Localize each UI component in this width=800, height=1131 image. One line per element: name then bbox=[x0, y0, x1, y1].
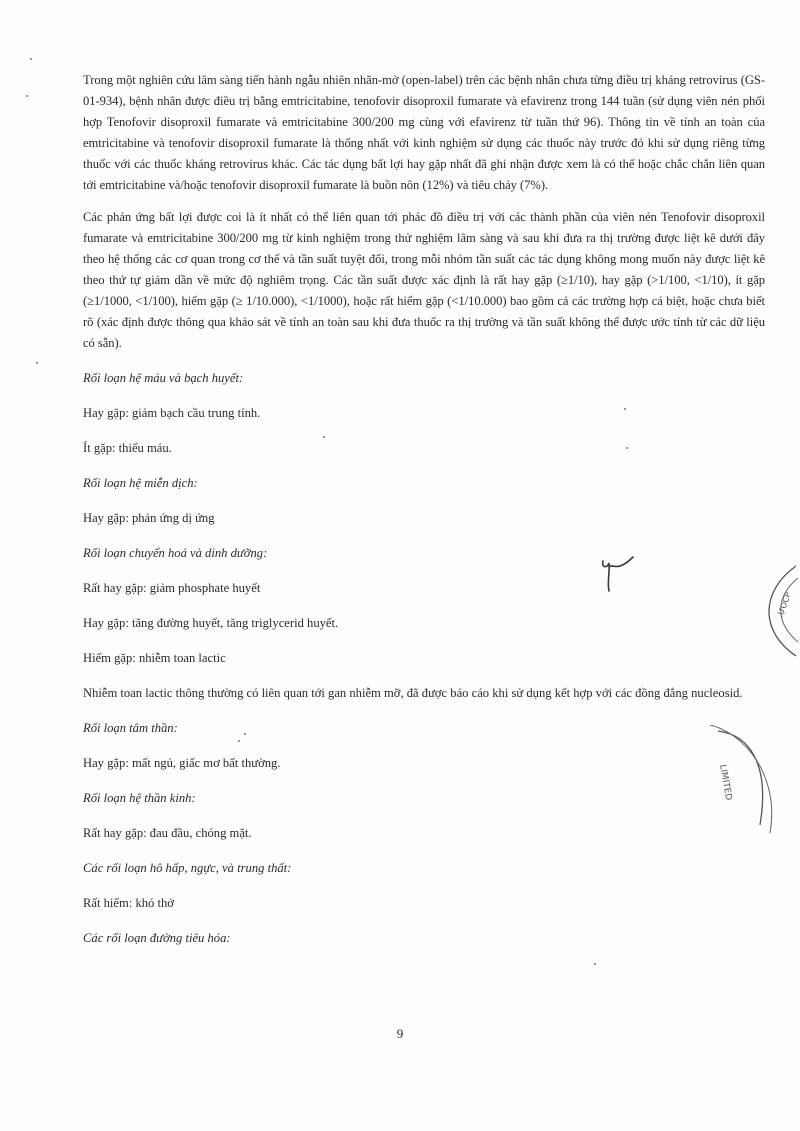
scan-speck bbox=[594, 963, 596, 965]
stamp-seal-fragment bbox=[700, 725, 800, 835]
list-item: Rất hay gặp: đau đầu, chóng mặt. bbox=[83, 826, 252, 840]
section-heading: Các rối loạn hô hấp, ngực, và trung thất: bbox=[83, 861, 292, 875]
section-blood-lymphatic bbox=[83, 368, 765, 459]
section-heading: Rối loạn chuyển hoá và dinh dưỡng: bbox=[83, 546, 268, 560]
section-immune-system bbox=[83, 473, 765, 529]
section-heading: Các rối loạn đường tiêu hóa: bbox=[83, 931, 231, 945]
stamp-seal-fragment bbox=[752, 560, 800, 660]
list-item: Rất hiếm: khó thở bbox=[83, 896, 174, 910]
scan-speck bbox=[36, 362, 38, 364]
section-heading: Rối loạn hệ máu và bạch huyết: bbox=[83, 371, 244, 385]
section-heading: Rối loạn hệ thần kinh: bbox=[83, 791, 196, 805]
scan-speck bbox=[26, 95, 28, 97]
page-number: 9 bbox=[396, 1026, 404, 1041]
svg-text:.ỰOCP: .ỰOCP bbox=[775, 591, 793, 619]
list-item: Ít gặp: thiếu máu. bbox=[83, 441, 172, 455]
handwritten-initials bbox=[597, 553, 637, 598]
section-metabolism-nutrition bbox=[83, 543, 765, 704]
section-nervous-system bbox=[83, 788, 765, 844]
scan-speck bbox=[30, 58, 32, 60]
list-item: Rất hay gặp: giảm phosphate huyết bbox=[83, 581, 261, 595]
list-item: Hiếm gặp: nhiễm toan lactic bbox=[83, 651, 226, 665]
svg-text:LIMITED: LIMITED bbox=[717, 763, 734, 802]
list-item: Hay gặp: giảm bạch cầu trung tính. bbox=[83, 406, 261, 420]
paragraph-frequency-definitions: Các phản ứng bất lợi được coi là ít nhất có thể liên quan tới phác đồ điều trị với các thành phần của viên nén Tenofovir disoproxil fumarate và emtricitabine 300/200 mg từ kinh nghiệm trong thử nghiệm lâm sàng và sau khi đưa ra thị trường được liệt kê dưới đây theo hệ thống các cơ quan trong cơ thể và tần suất tuyệt đối, trong mỗi nhóm tần suất các tác dụng không mong muốn này được liệt kê theo thứ tự giảm dần về mức độ nghiêm trọng. Các tần suất được xác định là rất hay gặp (≥1/10), hay gặp (>1/100, <1/10), ít gặp (≥1/1000, <1/100), hiếm gặp (≥ 1/10.000), <1/1000), hoặc rất hiếm gặp (<1/10.000) bao gồm cả các trường hợp cá biệt, hoặc chưa biết rõ (xác định được thông qua khảo sát về tính an toàn sau khi đưa thuốc ra thị trường và tần suất không thể được ước tính từ các dữ liệu có sẵn). bbox=[83, 210, 765, 350]
section-psychiatric bbox=[83, 718, 765, 774]
section-respiratory bbox=[83, 858, 765, 914]
section-heading: Rối loạn tâm thần: bbox=[83, 721, 178, 735]
list-item-note: Nhiễm toan lactic thông thường có liên quan tới gan nhiễm mỡ, đã được báo cáo khi sử dụng kết hợp với các đồng đẳng nucleosid. bbox=[83, 686, 743, 700]
document-body bbox=[83, 70, 765, 963]
paragraph-study-intro: Trong một nghiên cứu lâm sàng tiến hành ngẫu nhiên nhãn-mở (open-label) trên các bệnh nhân chưa từng điều trị kháng retrovirus (GS-01-934), bệnh nhân được điều trị bằng emtricitabine, tenofovir disoproxil fumarate và efavirenz trong 144 tuần (sử dụng viên nén phối hợp Tenofovir disoproxil fumarate và emtricitabine 300/200 mg cùng với efavirenz từ tuần thứ 96). Thông tin về tính an toàn của emtricitabine và tenofovir disoproxil fumarate là thống nhất với kinh nghiệm sử dụng các thuốc này trước đó khi sử dụng riêng từng thuốc với các thuốc kháng retrovirus khác. Các tác dụng bất lợi hay gặp nhất đã ghi nhận được xem là có thể hoặc chắc chắn liên quan tới emtricitabine và/hoặc tenofovir disoproxil fumarate là buồn nôn (12%) và tiêu chảy (7%). bbox=[83, 73, 765, 192]
section-heading: Rối loạn hệ miễn dịch: bbox=[83, 476, 198, 490]
list-item: Hay gặp: phản ứng dị ứng bbox=[83, 511, 215, 525]
scan-speck bbox=[624, 408, 626, 410]
scan-speck bbox=[323, 436, 325, 438]
scan-speck bbox=[244, 733, 246, 735]
list-item: Hay gặp: tăng đường huyết, tăng triglycerid huyết. bbox=[83, 616, 339, 630]
scan-speck bbox=[238, 740, 240, 742]
section-gastrointestinal bbox=[83, 928, 765, 949]
scan-speck bbox=[626, 447, 628, 449]
list-item: Hay gặp: mất ngủ, giấc mơ bất thường. bbox=[83, 756, 281, 770]
